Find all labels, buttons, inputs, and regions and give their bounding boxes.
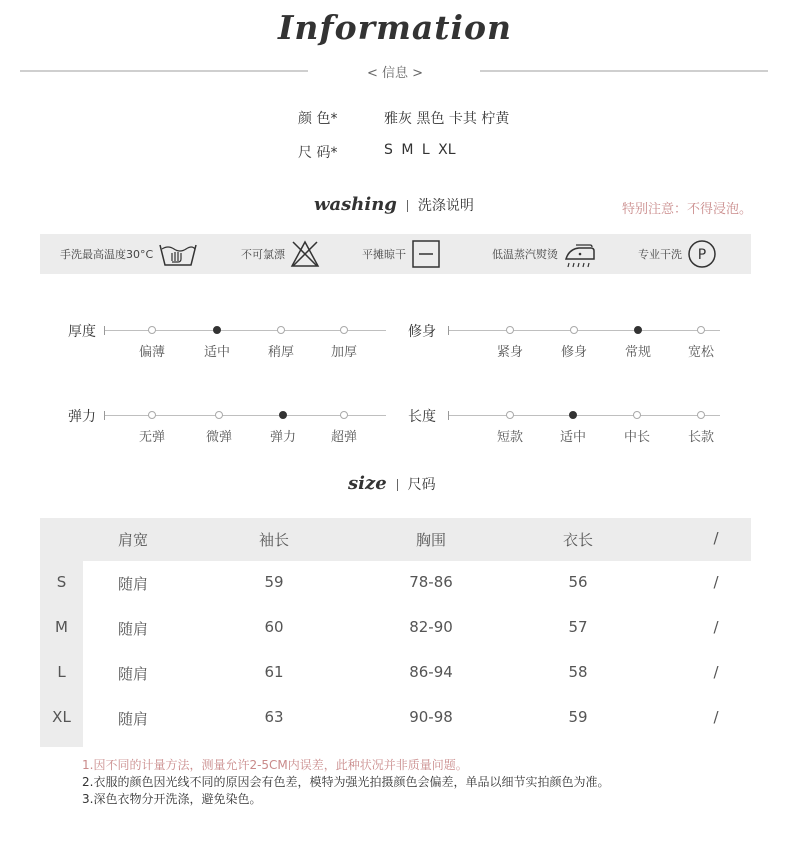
heading-separator	[397, 479, 398, 491]
property-label: 弹力	[68, 409, 96, 425]
property-dot-selected	[634, 326, 642, 334]
property-dot	[340, 326, 348, 334]
size-table-cell: 随肩	[117, 710, 148, 728]
size-row-label: XL	[52, 708, 71, 726]
property-option: 常规	[624, 345, 651, 360]
property-option: 短款	[496, 430, 523, 445]
size-row-label: M	[55, 618, 68, 636]
size-table-cell: 90-98	[409, 708, 453, 726]
property-option: 加厚	[330, 345, 357, 360]
washing-title-cn: 洗涤说明	[417, 198, 474, 214]
property-dot	[506, 411, 514, 419]
size-table-cell: 59	[264, 573, 284, 591]
property-label: 厚度	[68, 324, 96, 340]
size-table-header: 袖长	[258, 531, 289, 549]
color-values: 雅灰 黑色 卡其 柠黄	[384, 111, 510, 127]
wash-item-label: 手洗最高温度30°C	[60, 248, 154, 261]
size-table-cell: 63	[264, 708, 284, 726]
dry-clean-p-icon	[687, 239, 717, 269]
low-steam-iron-icon	[563, 239, 597, 269]
heading-separator	[407, 200, 408, 212]
size-table-cell: /	[713, 573, 719, 591]
hand-wash-icon	[158, 239, 198, 269]
wash-item-label: 平摊晾干	[362, 248, 406, 261]
size-table-cell: 56	[568, 573, 588, 591]
property-option: 适中	[203, 345, 230, 360]
wash-item-label: 不可氯漂	[241, 248, 285, 261]
washing-title-en: washing	[314, 194, 397, 215]
size-table-cell: 57	[568, 618, 588, 636]
property-dot	[570, 326, 578, 334]
property-dot	[697, 326, 705, 334]
property-dot	[148, 411, 156, 419]
washing-heading	[314, 194, 474, 215]
wash-item-dry-clean	[638, 234, 717, 274]
page-title: Information	[277, 8, 513, 47]
size-table-header: /	[713, 529, 719, 547]
property-option: 超弹	[330, 430, 357, 445]
color-label: 颜 色*	[298, 111, 338, 127]
property-option: 偏薄	[138, 345, 165, 360]
size-values: S M L XL	[384, 142, 456, 158]
property-option: 修身	[560, 345, 587, 360]
size-table-cell: 59	[568, 708, 588, 726]
property-dot	[697, 411, 705, 419]
size-table-header: 胸围	[415, 531, 446, 549]
property-option: 无弹	[138, 430, 165, 445]
size-table-cell: /	[713, 663, 719, 681]
size-table-cell: 61	[264, 663, 284, 681]
wash-item-dry-flat	[362, 234, 441, 274]
property-dot	[340, 411, 348, 419]
property-track	[448, 330, 720, 331]
size-table-header: 衣长	[562, 531, 593, 549]
no-bleach-icon	[290, 239, 320, 269]
page-subtitle: < 信息 >	[366, 66, 424, 81]
property-label: 修身	[408, 324, 436, 340]
property-dot	[506, 326, 514, 334]
property-option: 紧身	[496, 345, 523, 360]
property-option: 长款	[687, 430, 714, 445]
wash-item-no-bleach	[241, 234, 320, 274]
property-label: 长度	[408, 409, 436, 425]
wash-item-label: 低温蒸汽熨烫	[492, 248, 558, 261]
property-track-start	[448, 326, 449, 335]
wash-item-steam-iron	[492, 234, 597, 274]
size-table-header: 肩宽	[117, 531, 148, 549]
property-option: 宽松	[687, 345, 714, 360]
property-track-start	[104, 326, 105, 335]
property-dot-selected	[279, 411, 287, 419]
property-dot-selected	[569, 411, 577, 419]
size-table-cell: 86-94	[409, 663, 453, 681]
size-label: 尺 码*	[298, 145, 338, 161]
property-option: 中长	[623, 430, 650, 445]
property-dot	[148, 326, 156, 334]
note-item: 2.衣服的颜色因光线不同的原因会有色差，模特为强光拍摄颜色会偏差，单品以细节实拍颜色为准。	[82, 775, 610, 789]
property-track-start	[448, 411, 449, 420]
property-dot-selected	[213, 326, 221, 334]
svg-text:P: P	[697, 247, 707, 263]
size-table-cell: /	[713, 708, 719, 726]
note-item: 1.因不同的计量方法，测量允许2-5CM内误差，此种状况并非质量问题。	[82, 758, 468, 772]
size-title-en: size	[348, 473, 387, 494]
size-title-cn: 尺码	[407, 477, 436, 493]
property-option: 稍厚	[267, 345, 294, 360]
wash-item-hand-wash	[60, 234, 198, 274]
size-table-cell: 78-86	[409, 573, 453, 591]
washing-warning: 特别注意：不得浸泡。	[622, 202, 753, 217]
size-row-label: S	[56, 573, 67, 591]
size-row-label: L	[57, 663, 66, 681]
notes	[82, 757, 609, 808]
property-dot	[215, 411, 223, 419]
wash-item-label: 专业干洗	[638, 248, 682, 261]
size-table-cell: /	[713, 618, 719, 636]
size-table-cell: 随肩	[117, 575, 148, 593]
note-item: 3.深色衣物分开洗涤，避免染色。	[82, 792, 262, 806]
property-dot	[277, 326, 285, 334]
size-heading	[348, 473, 436, 494]
size-table-cell: 随肩	[117, 620, 148, 638]
size-table-cell: 58	[568, 663, 588, 681]
property-option: 适中	[559, 430, 586, 445]
property-track-start	[104, 411, 105, 420]
size-table-cell: 60	[264, 618, 284, 636]
size-table-cell: 82-90	[409, 618, 453, 636]
property-dot	[633, 411, 641, 419]
size-table-cell: 随肩	[117, 665, 148, 683]
property-track	[448, 415, 720, 416]
property-option: 微弹	[205, 430, 232, 445]
property-option: 弹力	[269, 430, 296, 445]
dry-flat-icon	[411, 239, 441, 269]
